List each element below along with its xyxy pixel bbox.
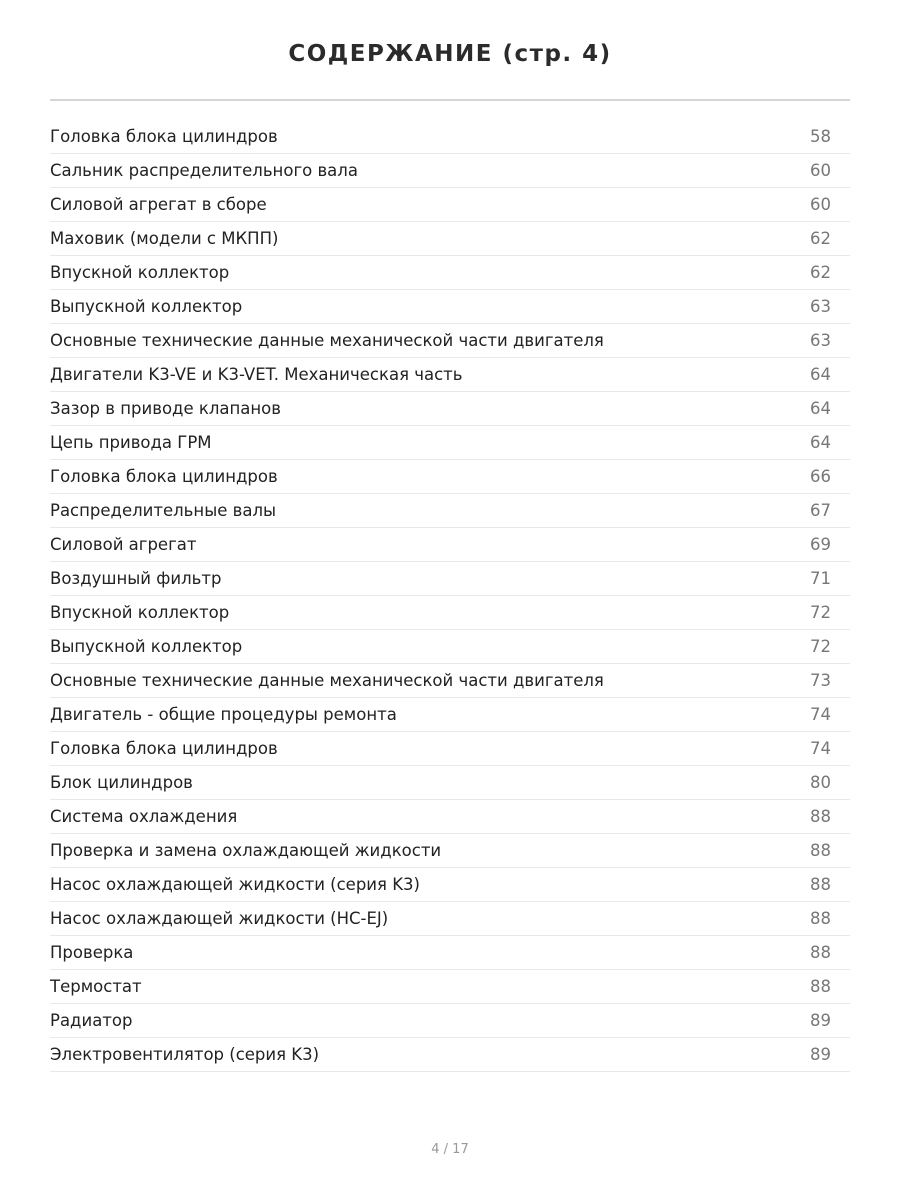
toc-entry[interactable]: [50, 154, 850, 188]
toc-entry-title[interactable]: Впускной коллектор: [50, 263, 230, 282]
toc-entry[interactable]: [50, 188, 850, 222]
toc-entry[interactable]: [50, 1004, 850, 1038]
toc-entry[interactable]: [50, 528, 850, 562]
toc-entry[interactable]: [50, 222, 850, 256]
toc-entry-page-number: 63: [810, 297, 831, 316]
toc-entry-page-number: 64: [810, 433, 831, 452]
page-indicator: 4 / 17: [431, 1142, 469, 1157]
toc-entry[interactable]: [50, 596, 850, 630]
toc-entry[interactable]: [50, 800, 850, 834]
toc-entry-page-number: 88: [810, 807, 831, 826]
toc-entry-page-number: 60: [810, 161, 831, 180]
toc-entry[interactable]: [50, 426, 850, 460]
toc-entry-page-number: 63: [810, 331, 831, 350]
toc-entry-title[interactable]: Двигатели K3-VE и K3-VET. Механическая часть: [50, 365, 463, 384]
toc-entry[interactable]: [50, 120, 850, 154]
toc-entry-page-number: 89: [810, 1045, 831, 1064]
toc-entry[interactable]: [50, 732, 850, 766]
toc-entry[interactable]: [50, 256, 850, 290]
toc-entry[interactable]: [50, 664, 850, 698]
toc-entry-title[interactable]: Электровентилятор (серия K3): [50, 1045, 320, 1064]
toc-entry-page-number: 88: [810, 841, 831, 860]
toc-entry[interactable]: [50, 324, 850, 358]
toc-entry-page-number: 62: [810, 263, 831, 282]
toc-entry[interactable]: [50, 630, 850, 664]
toc-entry-page-number: 80: [810, 773, 831, 792]
toc-entry[interactable]: [50, 460, 850, 494]
toc-entry-title[interactable]: Система охлаждения: [50, 807, 238, 826]
toc-entry-page-number: 88: [810, 977, 831, 996]
toc-entry-title[interactable]: Распределительные валы: [50, 501, 277, 520]
toc-entry-title[interactable]: Насос охлаждающей жидкости (HC-EJ): [50, 909, 389, 928]
toc-entry-title[interactable]: Термостат: [50, 977, 142, 996]
toc-entry[interactable]: [50, 392, 850, 426]
toc-entry-title[interactable]: Головка блока цилиндров: [50, 127, 278, 146]
toc-entry-title[interactable]: Проверка: [50, 943, 134, 962]
toc-entry-page-number: 58: [810, 127, 831, 146]
toc-entry-page-number: 74: [810, 739, 831, 758]
toc-entry-title[interactable]: Радиатор: [50, 1011, 133, 1030]
toc-entry[interactable]: [50, 358, 850, 392]
toc-entry[interactable]: [50, 494, 850, 528]
toc-entry-page-number: 64: [810, 399, 831, 418]
toc-entry-page-number: 69: [810, 535, 831, 554]
toc-entry-title[interactable]: Выпускной коллектор: [50, 297, 243, 316]
toc-entry-title[interactable]: Насос охлаждающей жидкости (серия K3): [50, 875, 420, 894]
table-of-contents: [50, 120, 850, 1072]
toc-entry-page-number: 64: [810, 365, 831, 384]
toc-entry[interactable]: [50, 1038, 850, 1072]
toc-entry[interactable]: [50, 936, 850, 970]
toc-entry-title[interactable]: Проверка и замена охлаждающей жидкости: [50, 841, 442, 860]
toc-entry[interactable]: [50, 902, 850, 936]
toc-entry-title[interactable]: Основные технические данные механической части двигателя: [50, 331, 604, 350]
toc-entry-page-number: 60: [810, 195, 831, 214]
toc-entry-page-number: 88: [810, 943, 831, 962]
toc-entry[interactable]: [50, 868, 850, 902]
toc-entry-page-number: 71: [810, 569, 831, 588]
toc-entry[interactable]: [50, 290, 850, 324]
toc-entry-title[interactable]: Блок цилиндров: [50, 773, 193, 792]
toc-entry-page-number: 74: [810, 705, 831, 724]
toc-entry[interactable]: [50, 562, 850, 596]
toc-entry-page-number: 72: [810, 603, 831, 622]
toc-entry-page-number: 67: [810, 501, 831, 520]
toc-entry-title[interactable]: Основные технические данные механической части двигателя: [50, 671, 604, 690]
toc-entry[interactable]: [50, 834, 850, 868]
toc-entry-title[interactable]: Сальник распределительного вала: [50, 161, 358, 180]
toc-entry-page-number: 88: [810, 909, 831, 928]
toc-entry[interactable]: [50, 766, 850, 800]
toc-entry[interactable]: [50, 970, 850, 1004]
toc-entry-title[interactable]: Силовой агрегат: [50, 535, 197, 554]
toc-entry-page-number: 66: [810, 467, 831, 486]
toc-entry[interactable]: [50, 698, 850, 732]
toc-entry-page-number: 73: [810, 671, 831, 690]
toc-entry-title[interactable]: Двигатель - общие процедуры ремонта: [50, 705, 397, 724]
toc-entry-page-number: 62: [810, 229, 831, 248]
toc-entry-title[interactable]: Зазор в приводе клапанов: [50, 399, 281, 418]
toc-entry-title[interactable]: Маховик (модели с МКПП): [50, 229, 279, 248]
title-divider: [50, 99, 850, 101]
toc-entry-page-number: 88: [810, 875, 831, 894]
toc-entry-title[interactable]: Воздушный фильтр: [50, 569, 222, 588]
toc-entry-title[interactable]: Силовой агрегат в сборе: [50, 195, 267, 214]
toc-entry-page-number: 72: [810, 637, 831, 656]
toc-entry-title[interactable]: Выпускной коллектор: [50, 637, 243, 656]
toc-entry-title[interactable]: Головка блока цилиндров: [50, 739, 278, 758]
toc-entry-title[interactable]: Цепь привода ГРМ: [50, 433, 212, 452]
toc-entry-title[interactable]: Головка блока цилиндров: [50, 467, 278, 486]
page-title: СОДЕРЖАНИЕ (стр. 4): [288, 41, 612, 67]
toc-entry-title[interactable]: Впускной коллектор: [50, 603, 230, 622]
toc-entry-page-number: 89: [810, 1011, 831, 1030]
